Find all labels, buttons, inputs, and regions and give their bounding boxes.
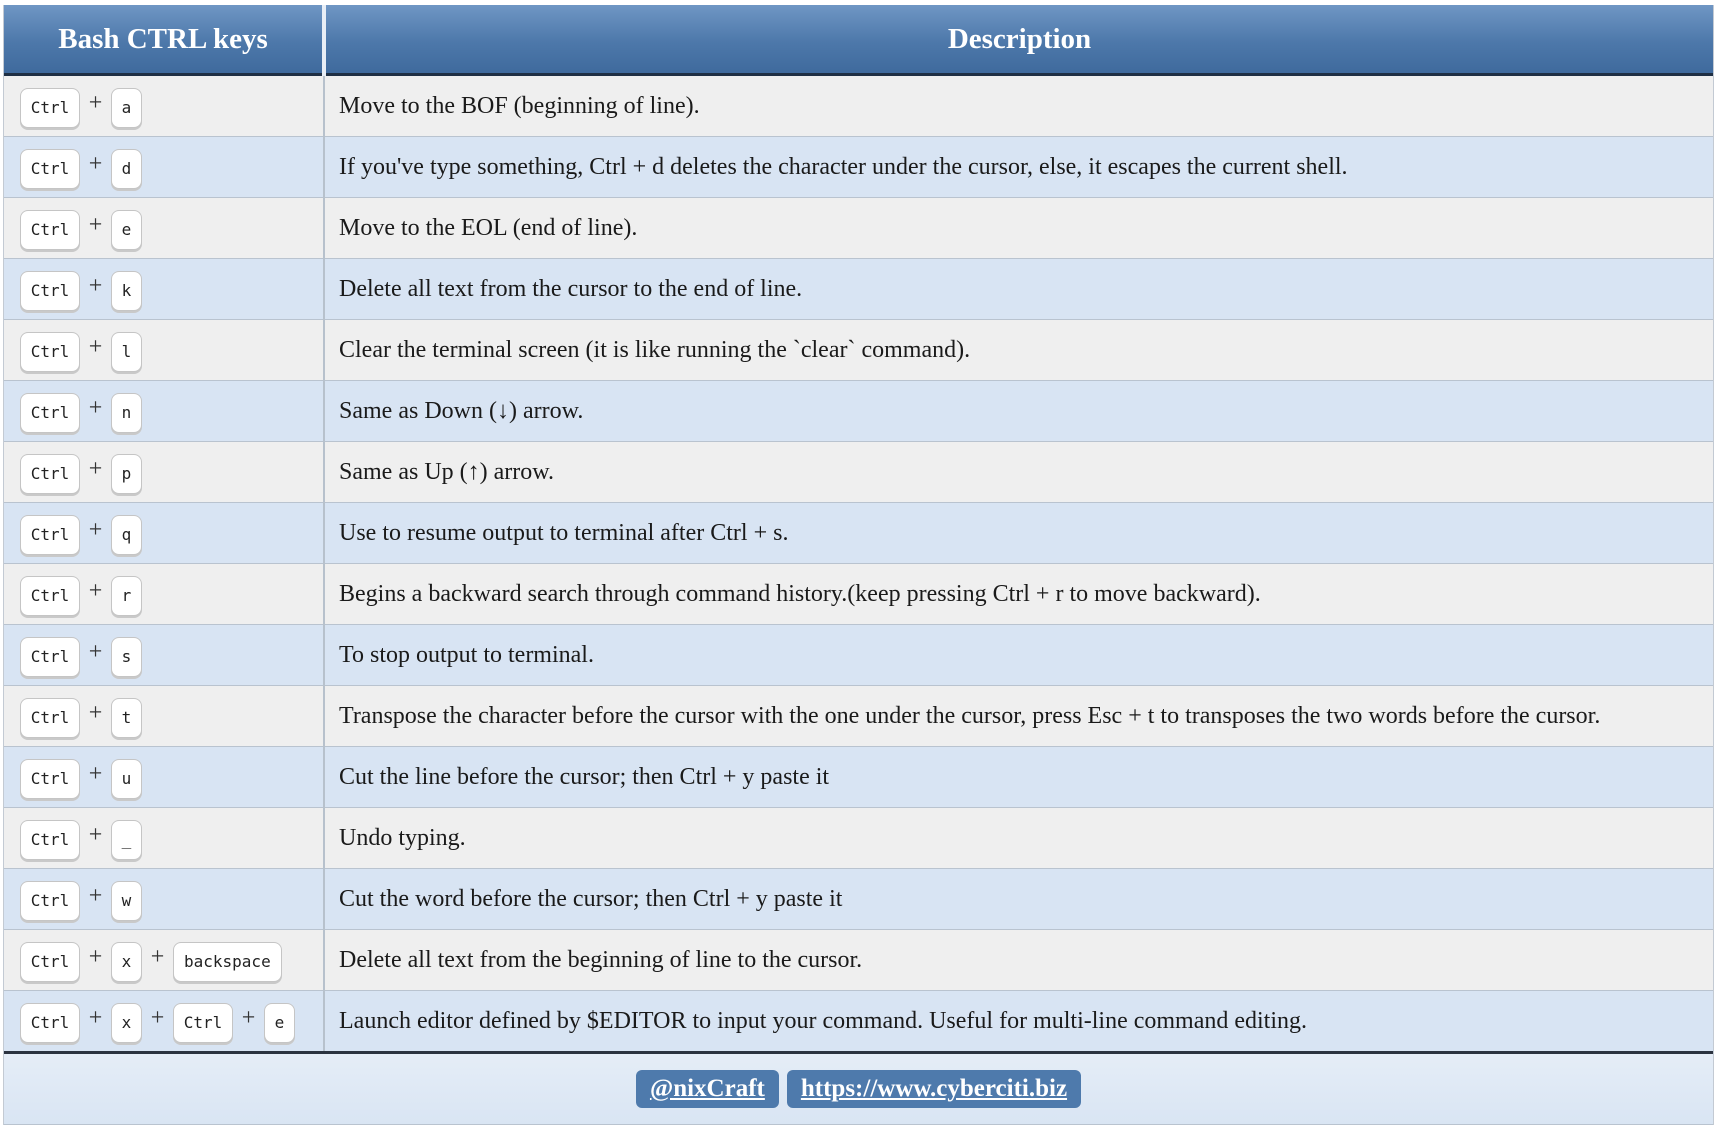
plus-sign: + — [241, 1004, 256, 1031]
table-row — [4, 808, 1713, 869]
description-cell: Move to the EOL (end of line). — [324, 198, 1713, 259]
keycap: n — [111, 393, 142, 433]
plus-sign: + — [150, 1004, 165, 1031]
keycap: _ — [111, 820, 142, 860]
table-row — [4, 381, 1713, 442]
key-combo — [20, 1000, 323, 1043]
key-combo — [20, 878, 323, 921]
key-combo-cell — [4, 442, 324, 503]
key-combo — [20, 329, 323, 372]
description-cell: Transpose the character before the cursor with the one under the cursor, press Esc + t to transposes the two words before the cursor. — [324, 686, 1713, 747]
description-cell: Delete all text from the beginning of line to the cursor. — [324, 930, 1713, 991]
ctrl-key: Ctrl — [20, 637, 80, 677]
shortcut-table — [4, 5, 1713, 1054]
keycap: x — [111, 942, 142, 982]
ctrl-key: Ctrl — [20, 393, 80, 433]
footer — [4, 1054, 1713, 1125]
description-cell: If you've type something, Ctrl + d deletes the character under the cursor, else, it escapes the current shell. — [324, 137, 1713, 198]
plus-sign: + — [88, 699, 103, 726]
plus-sign: + — [88, 89, 103, 116]
table-row — [4, 930, 1713, 991]
description-cell: Same as Up (↑) arrow. — [324, 442, 1713, 503]
keycap: p — [111, 454, 142, 494]
description-cell: Delete all text from the cursor to the end of line. — [324, 259, 1713, 320]
table-row — [4, 442, 1713, 503]
key-combo-cell — [4, 564, 324, 625]
plus-sign: + — [88, 516, 103, 543]
table-row — [4, 991, 1713, 1053]
description-cell: Move to the BOF (beginning of line). — [324, 75, 1713, 137]
plus-sign: + — [150, 943, 165, 970]
keys-column-header: Bash CTRL keys — [4, 5, 324, 75]
description-cell: Launch editor defined by $EDITOR to input your command. Useful for multi-line command editing. — [324, 991, 1713, 1053]
key-combo-cell — [4, 808, 324, 869]
key-combo-cell — [4, 381, 324, 442]
plus-sign: + — [88, 943, 103, 970]
ctrl-key: Ctrl — [20, 1003, 80, 1043]
table-row — [4, 137, 1713, 198]
ctrl-key: Ctrl — [20, 271, 80, 311]
keycap: u — [111, 759, 142, 799]
key-combo-cell — [4, 259, 324, 320]
key-combo — [20, 939, 323, 982]
key-combo — [20, 146, 323, 189]
plus-sign: + — [88, 211, 103, 238]
plus-sign: + — [88, 760, 103, 787]
ctrl-key: Ctrl — [20, 698, 80, 738]
keycap: k — [111, 271, 142, 311]
plus-sign: + — [88, 394, 103, 421]
plus-sign: + — [88, 1004, 103, 1031]
ctrl-key: Ctrl — [20, 820, 80, 860]
description-cell: Begins a backward search through command history.(keep pressing Ctrl + r to move backward). — [324, 564, 1713, 625]
table-row — [4, 686, 1713, 747]
description-column-header: Description — [324, 5, 1713, 75]
key-combo-cell — [4, 320, 324, 381]
description-cell: To stop output to terminal. — [324, 625, 1713, 686]
ctrl-key: Ctrl — [20, 332, 80, 372]
keycap: q — [111, 515, 142, 555]
key-combo-cell — [4, 137, 324, 198]
description-cell: Cut the word before the cursor; then Ctrl + y paste it — [324, 869, 1713, 930]
table-row — [4, 198, 1713, 259]
description-cell: Clear the terminal screen (it is like running the `clear` command). — [324, 320, 1713, 381]
plus-sign: + — [88, 455, 103, 482]
nixcraft-link[interactable]: @nixCraft — [636, 1070, 779, 1108]
key-combo — [20, 451, 323, 494]
keycap: l — [111, 332, 142, 372]
key-combo-cell — [4, 503, 324, 564]
keycap: backspace — [173, 942, 282, 982]
table-header-row — [4, 5, 1713, 75]
ctrl-key: Ctrl — [20, 149, 80, 189]
ctrl-key: Ctrl — [20, 88, 80, 128]
key-combo — [20, 695, 323, 738]
keycap: e — [264, 1003, 295, 1043]
key-combo-cell — [4, 75, 324, 137]
key-combo — [20, 512, 323, 555]
ctrl-key: Ctrl — [20, 942, 80, 982]
plus-sign: + — [88, 333, 103, 360]
key-combo — [20, 756, 323, 799]
plus-sign: + — [88, 882, 103, 909]
table-row — [4, 320, 1713, 381]
plus-sign: + — [88, 272, 103, 299]
table-row — [4, 747, 1713, 808]
keycap: e — [111, 210, 142, 250]
key-combo-cell — [4, 869, 324, 930]
table-row — [4, 259, 1713, 320]
key-combo-cell — [4, 991, 324, 1053]
table-row — [4, 625, 1713, 686]
key-combo — [20, 573, 323, 616]
cyberciti-link[interactable]: https://www.cyberciti.biz — [787, 1070, 1081, 1108]
ctrl-key: Ctrl — [20, 576, 80, 616]
key-combo-cell — [4, 747, 324, 808]
keycap: x — [111, 1003, 142, 1043]
key-combo-cell — [4, 198, 324, 259]
description-cell: Use to resume output to terminal after Ctrl + s. — [324, 503, 1713, 564]
table-row — [4, 869, 1713, 930]
key-combo — [20, 207, 323, 250]
plus-sign: + — [88, 638, 103, 665]
ctrl-key: Ctrl — [20, 454, 80, 494]
ctrl-key: Ctrl — [20, 759, 80, 799]
table-body — [4, 75, 1713, 1053]
plus-sign: + — [88, 150, 103, 177]
key-combo — [20, 390, 323, 433]
key-combo-cell — [4, 930, 324, 991]
ctrl-key: Ctrl — [20, 210, 80, 250]
keycap: r — [111, 576, 142, 616]
description-cell: Cut the line before the cursor; then Ctrl + y paste it — [324, 747, 1713, 808]
ctrl-key: Ctrl — [173, 1003, 233, 1043]
plus-sign: + — [88, 821, 103, 848]
keycap: d — [111, 149, 142, 189]
keycap: w — [111, 881, 142, 921]
description-cell: Same as Down (↓) arrow. — [324, 381, 1713, 442]
ctrl-key: Ctrl — [20, 881, 80, 921]
plus-sign: + — [88, 577, 103, 604]
description-cell: Undo typing. — [324, 808, 1713, 869]
key-combo-cell — [4, 625, 324, 686]
key-combo — [20, 85, 323, 128]
table-row — [4, 503, 1713, 564]
key-combo — [20, 268, 323, 311]
keycap: t — [111, 698, 142, 738]
key-combo — [20, 817, 323, 860]
key-combo-cell — [4, 686, 324, 747]
ctrl-key: Ctrl — [20, 515, 80, 555]
keycap: s — [111, 637, 142, 677]
table-row — [4, 75, 1713, 137]
shortcut-sheet — [3, 5, 1714, 1125]
key-combo — [20, 634, 323, 677]
table-row — [4, 564, 1713, 625]
keycap: a — [111, 88, 142, 128]
